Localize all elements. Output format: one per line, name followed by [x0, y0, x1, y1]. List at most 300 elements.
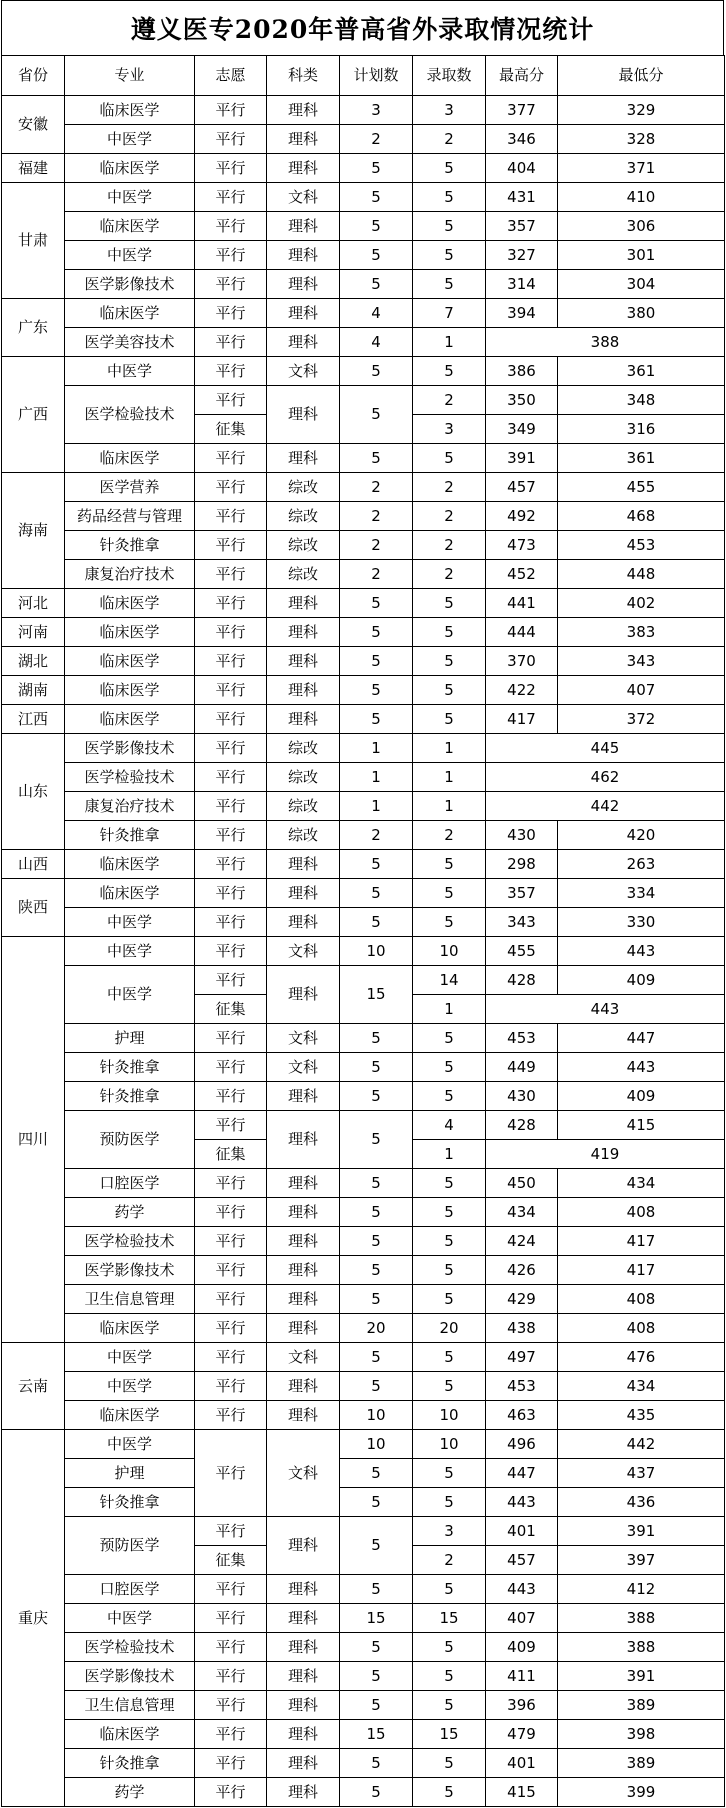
table-cell: 平行	[195, 531, 267, 560]
table-cell: 护理	[65, 1024, 195, 1053]
table-cell: 436	[558, 1488, 725, 1517]
table-cell: 409	[558, 966, 725, 995]
table-cell: 2	[413, 560, 486, 589]
table-cell: 平行	[195, 1604, 267, 1633]
table-cell: 平行	[195, 1401, 267, 1430]
table-cell: 5	[413, 1227, 486, 1256]
table-cell: 417	[486, 705, 558, 734]
table-cell: 综改	[267, 734, 340, 763]
table-cell: 平行	[195, 1024, 267, 1053]
table-cell: 平行	[195, 1633, 267, 1662]
table-cell: 5	[413, 850, 486, 879]
table-cell: 理科	[267, 154, 340, 183]
table-cell: 医学影像技术	[65, 270, 195, 299]
table-row	[2, 1604, 725, 1633]
table-row	[2, 1778, 725, 1807]
table-row	[2, 531, 725, 560]
table-cell: 5	[340, 1662, 413, 1691]
table-cell: 14	[413, 966, 486, 995]
table-cell: 理科	[267, 647, 340, 676]
table-cell: 428	[486, 1111, 558, 1140]
table-cell: 平行	[195, 763, 267, 792]
admission-table	[1, 55, 725, 1807]
table-row	[2, 1169, 725, 1198]
table-cell: 15	[413, 1720, 486, 1749]
table-cell: 平行	[195, 1778, 267, 1807]
table-cell: 临床医学	[65, 676, 195, 705]
table-cell: 5	[413, 357, 486, 386]
table-cell: 理科	[267, 1285, 340, 1314]
table-cell: 391	[558, 1662, 725, 1691]
table-cell: 316	[558, 415, 725, 444]
table-cell: 平行	[195, 1169, 267, 1198]
table-cell: 443	[558, 937, 725, 966]
table-cell: 针灸推拿	[65, 1749, 195, 1778]
table-cell: 理科	[267, 125, 340, 154]
table-cell: 457	[486, 473, 558, 502]
table-cell: 1	[413, 734, 486, 763]
table-cell: 447	[558, 1024, 725, 1053]
table-cell: 1	[340, 763, 413, 792]
table-cell: 389	[558, 1691, 725, 1720]
table-cell: 理科	[267, 589, 340, 618]
table-cell: 5	[413, 1024, 486, 1053]
header-min-score: 最低分	[558, 56, 725, 96]
table-cell: 497	[486, 1343, 558, 1372]
table-cell: 5	[340, 212, 413, 241]
table-cell: 453	[486, 1024, 558, 1053]
table-cell: 平行	[195, 270, 267, 299]
table-cell: 5	[413, 1633, 486, 1662]
table-cell: 434	[558, 1169, 725, 1198]
table-cell: 15	[340, 1720, 413, 1749]
table-row	[2, 299, 725, 328]
table-cell: 434	[486, 1198, 558, 1227]
table-cell: 卫生信息管理	[65, 1285, 195, 1314]
table-cell: 435	[558, 1401, 725, 1430]
table-cell: 临床医学	[65, 1720, 195, 1749]
table-row	[2, 1749, 725, 1778]
table-row	[2, 1691, 725, 1720]
table-row	[2, 270, 725, 299]
table-cell: 2	[413, 502, 486, 531]
table-cell: 平行	[195, 1198, 267, 1227]
table-cell: 10	[413, 1401, 486, 1430]
table-cell: 409	[486, 1633, 558, 1662]
table-row	[2, 1575, 725, 1604]
table-cell: 平行	[195, 328, 267, 357]
table-cell: 401	[486, 1517, 558, 1546]
table-cell: 理科	[267, 1082, 340, 1111]
table-cell: 平行	[195, 1372, 267, 1401]
table-cell: 455	[558, 473, 725, 502]
table-cell: 5	[413, 1488, 486, 1517]
table-cell: 平行	[195, 183, 267, 212]
table-cell: 理科	[267, 1604, 340, 1633]
table-cell: 5	[413, 1459, 486, 1488]
table-cell: 山东	[2, 734, 65, 850]
table-cell: 422	[486, 676, 558, 705]
table-cell: 针灸推拿	[65, 1053, 195, 1082]
table-row	[2, 1111, 725, 1140]
table-cell: 462	[486, 763, 725, 792]
table-cell: 理科	[267, 966, 340, 1024]
table-cell: 476	[558, 1343, 725, 1372]
table-row	[2, 966, 725, 995]
table-row	[2, 647, 725, 676]
table-cell: 437	[558, 1459, 725, 1488]
table-cell: 预防医学	[65, 1111, 195, 1169]
table-cell: 中医学	[65, 1372, 195, 1401]
table-cell: 5	[413, 1749, 486, 1778]
table-row	[2, 386, 725, 415]
table-cell: 328	[558, 125, 725, 154]
table-cell: 医学检验技术	[65, 1227, 195, 1256]
table-row	[2, 1082, 725, 1111]
table-cell: 理科	[267, 1169, 340, 1198]
table-cell: 411	[486, 1662, 558, 1691]
table-cell: 医学影像技术	[65, 734, 195, 763]
table-cell: 361	[558, 357, 725, 386]
table-cell: 理科	[267, 1778, 340, 1807]
table-cell: 398	[558, 1720, 725, 1749]
table-row	[2, 879, 725, 908]
table-row	[2, 560, 725, 589]
table-cell: 平行	[195, 647, 267, 676]
table-cell: 1	[413, 995, 486, 1024]
table-cell: 408	[558, 1285, 725, 1314]
table-cell: 临床医学	[65, 879, 195, 908]
table-cell: 医学检验技术	[65, 386, 195, 444]
table-cell: 护理	[65, 1459, 195, 1488]
table-cell: 361	[558, 444, 725, 473]
table-cell: 2	[413, 125, 486, 154]
table-cell: 5	[413, 1691, 486, 1720]
table-cell: 平行	[195, 1053, 267, 1082]
table-cell: 20	[413, 1314, 486, 1343]
table-body	[2, 96, 725, 1807]
table-cell: 平行	[195, 154, 267, 183]
table-cell: 2	[413, 531, 486, 560]
table-cell: 平行	[195, 1343, 267, 1372]
table-row	[2, 154, 725, 183]
table-row	[2, 1372, 725, 1401]
table-cell: 2	[340, 502, 413, 531]
table-cell: 426	[486, 1256, 558, 1285]
table-cell: 5	[413, 705, 486, 734]
table-cell: 理科	[267, 676, 340, 705]
table-cell: 药品经营与管理	[65, 502, 195, 531]
table-cell: 理科	[267, 1198, 340, 1227]
table-cell: 396	[486, 1691, 558, 1720]
table-row	[2, 821, 725, 850]
table-cell: 420	[558, 821, 725, 850]
table-cell: 2	[413, 821, 486, 850]
table-cell: 平行	[195, 1314, 267, 1343]
table-row	[2, 1227, 725, 1256]
table-cell: 5	[340, 154, 413, 183]
table-cell: 5	[340, 1169, 413, 1198]
table-cell: 平行	[195, 299, 267, 328]
table-row	[2, 1459, 725, 1488]
table-cell: 301	[558, 241, 725, 270]
table-cell: 15	[413, 1604, 486, 1633]
table-cell: 5	[340, 1082, 413, 1111]
table-cell: 平行	[195, 908, 267, 937]
table-cell: 1	[340, 734, 413, 763]
table-cell: 10	[340, 937, 413, 966]
table-cell: 492	[486, 502, 558, 531]
table-cell: 理科	[267, 1662, 340, 1691]
table-row	[2, 444, 725, 473]
table-row	[2, 212, 725, 241]
sheet-title: 遵义医专2020年普高省外录取情况统计	[1, 0, 724, 55]
table-cell: 407	[486, 1604, 558, 1633]
table-cell: 496	[486, 1430, 558, 1459]
table-cell: 5	[340, 1372, 413, 1401]
table-cell: 5	[340, 908, 413, 937]
table-cell: 理科	[267, 1633, 340, 1662]
header-major: 专业	[65, 56, 195, 96]
table-cell: 383	[558, 618, 725, 647]
table-cell: 中医学	[65, 1343, 195, 1372]
table-row	[2, 1053, 725, 1082]
table-cell: 329	[558, 96, 725, 125]
table-cell: 河北	[2, 589, 65, 618]
table-cell: 412	[558, 1575, 725, 1604]
table-cell: 平行	[195, 734, 267, 763]
table-row	[2, 125, 725, 154]
table-cell: 广东	[2, 299, 65, 357]
table-row	[2, 357, 725, 386]
table-cell: 442	[486, 792, 725, 821]
table-cell: 449	[486, 1053, 558, 1082]
table-cell: 理科	[267, 879, 340, 908]
table-cell: 文科	[267, 937, 340, 966]
table-cell: 口腔医学	[65, 1575, 195, 1604]
table-cell: 330	[558, 908, 725, 937]
table-cell: 平行	[195, 96, 267, 125]
table-cell: 408	[558, 1314, 725, 1343]
table-cell: 386	[486, 357, 558, 386]
table-row	[2, 1401, 725, 1430]
table-cell: 5	[413, 1778, 486, 1807]
table-cell: 针灸推拿	[65, 1082, 195, 1111]
table-cell: 327	[486, 241, 558, 270]
table-cell: 河南	[2, 618, 65, 647]
table-cell: 平行	[195, 792, 267, 821]
header-max-score: 最高分	[486, 56, 558, 96]
table-cell: 5	[413, 1372, 486, 1401]
table-cell: 平行	[195, 1720, 267, 1749]
table-cell: 理科	[267, 444, 340, 473]
table-cell: 4	[340, 299, 413, 328]
table-cell: 5	[413, 270, 486, 299]
table-cell: 中医学	[65, 241, 195, 270]
table-row	[2, 1662, 725, 1691]
table-cell: 平行	[195, 618, 267, 647]
table-cell: 湖南	[2, 676, 65, 705]
table-row	[2, 1633, 725, 1662]
table-row	[2, 1285, 725, 1314]
table-cell: 389	[558, 1749, 725, 1778]
table-cell: 447	[486, 1459, 558, 1488]
table-cell: 402	[558, 589, 725, 618]
table-cell: 理科	[267, 1401, 340, 1430]
table-cell: 平行	[195, 125, 267, 154]
table-cell: 350	[486, 386, 558, 415]
table-cell: 文科	[267, 1343, 340, 1372]
table-cell: 5	[413, 879, 486, 908]
table-cell: 343	[558, 647, 725, 676]
table-cell: 5	[413, 589, 486, 618]
table-cell: 5	[340, 1256, 413, 1285]
table-cell: 5	[413, 154, 486, 183]
table-cell: 371	[558, 154, 725, 183]
table-cell: 2	[413, 386, 486, 415]
table-cell: 452	[486, 560, 558, 589]
table-cell: 理科	[267, 705, 340, 734]
table-cell: 安徽	[2, 96, 65, 154]
table-cell: 5	[413, 1285, 486, 1314]
table-cell: 1	[413, 763, 486, 792]
table-cell: 临床医学	[65, 589, 195, 618]
table-cell: 针灸推拿	[65, 531, 195, 560]
table-cell: 中医学	[65, 357, 195, 386]
table-cell: 5	[413, 908, 486, 937]
table-cell: 理科	[267, 1575, 340, 1604]
table-cell: 5	[340, 357, 413, 386]
table-cell: 山西	[2, 850, 65, 879]
table-cell: 平行	[195, 444, 267, 473]
table-cell: 理科	[267, 1517, 340, 1575]
table-cell: 综改	[267, 821, 340, 850]
table-cell: 康复治疗技术	[65, 792, 195, 821]
table-cell: 卫生信息管理	[65, 1691, 195, 1720]
table-cell: 针灸推拿	[65, 821, 195, 850]
table-cell: 457	[486, 1546, 558, 1575]
table-cell: 医学影像技术	[65, 1256, 195, 1285]
table-cell: 理科	[267, 1720, 340, 1749]
table-cell: 431	[486, 183, 558, 212]
table-row	[2, 328, 725, 357]
table-row	[2, 763, 725, 792]
table-cell: 5	[340, 1575, 413, 1604]
table-cell: 康复治疗技术	[65, 560, 195, 589]
table-cell: 文科	[267, 357, 340, 386]
table-cell: 医学检验技术	[65, 1633, 195, 1662]
table-cell: 2	[340, 125, 413, 154]
table-cell: 2	[413, 473, 486, 502]
table-cell: 10	[413, 1430, 486, 1459]
header-province: 省份	[2, 56, 65, 96]
table-cell: 304	[558, 270, 725, 299]
table-cell: 473	[486, 531, 558, 560]
table-cell: 中医学	[65, 183, 195, 212]
table-cell: 5	[340, 1749, 413, 1778]
table-cell: 430	[486, 1082, 558, 1111]
table-cell: 463	[486, 1401, 558, 1430]
table-cell: 文科	[267, 1024, 340, 1053]
table-cell: 平行	[195, 1749, 267, 1778]
table-cell: 平行	[195, 386, 267, 415]
table-cell: 中医学	[65, 908, 195, 937]
table-cell: 理科	[267, 1749, 340, 1778]
table-cell: 5	[413, 647, 486, 676]
table-cell: 5	[340, 1633, 413, 1662]
table-cell: 2	[340, 560, 413, 589]
table-row	[2, 473, 725, 502]
table-cell: 407	[558, 676, 725, 705]
table-row	[2, 676, 725, 705]
table-cell: 1	[413, 328, 486, 357]
table-cell: 临床医学	[65, 850, 195, 879]
table-cell: 391	[558, 1517, 725, 1546]
table-cell: 388	[558, 1633, 725, 1662]
table-cell: 404	[486, 154, 558, 183]
table-cell: 理科	[267, 328, 340, 357]
table-cell: 临床医学	[65, 154, 195, 183]
table-cell: 平行	[195, 850, 267, 879]
table-cell: 5	[413, 444, 486, 473]
table-cell: 江西	[2, 705, 65, 734]
table-cell: 医学美容技术	[65, 328, 195, 357]
table-cell: 理科	[267, 1227, 340, 1256]
table-cell: 419	[486, 1140, 725, 1169]
table-cell: 5	[413, 1198, 486, 1227]
table-cell: 平行	[195, 212, 267, 241]
table-cell: 5	[340, 647, 413, 676]
table-cell: 357	[486, 212, 558, 241]
table-row	[2, 850, 725, 879]
table-cell: 343	[486, 908, 558, 937]
table-cell: 理科	[267, 1111, 340, 1169]
table-cell: 中医学	[65, 937, 195, 966]
table-cell: 福建	[2, 154, 65, 183]
table-cell: 临床医学	[65, 1314, 195, 1343]
table-cell: 428	[486, 966, 558, 995]
table-cell: 平行	[195, 676, 267, 705]
table-cell: 5	[340, 1285, 413, 1314]
table-cell: 5	[413, 212, 486, 241]
table-cell: 5	[340, 1053, 413, 1082]
table-cell: 306	[558, 212, 725, 241]
table-cell: 443	[486, 995, 725, 1024]
table-cell: 平行	[195, 1691, 267, 1720]
table-cell: 388	[558, 1604, 725, 1633]
table-row	[2, 502, 725, 531]
table-cell: 455	[486, 937, 558, 966]
table-cell: 药学	[65, 1778, 195, 1807]
table-cell: 346	[486, 125, 558, 154]
table-cell: 5	[340, 386, 413, 444]
table-cell: 甘肃	[2, 183, 65, 299]
table-cell: 401	[486, 1749, 558, 1778]
table-cell: 445	[486, 734, 725, 763]
table-cell: 10	[413, 937, 486, 966]
table-cell: 448	[558, 560, 725, 589]
table-cell: 399	[558, 1778, 725, 1807]
table-cell: 443	[486, 1575, 558, 1604]
table-row	[2, 908, 725, 937]
table-cell: 415	[486, 1778, 558, 1807]
table-cell: 临床医学	[65, 647, 195, 676]
table-cell: 陕西	[2, 879, 65, 937]
table-cell: 征集	[195, 1140, 267, 1169]
table-cell: 理科	[267, 618, 340, 647]
table-row	[2, 1430, 725, 1459]
table-cell: 理科	[267, 1372, 340, 1401]
